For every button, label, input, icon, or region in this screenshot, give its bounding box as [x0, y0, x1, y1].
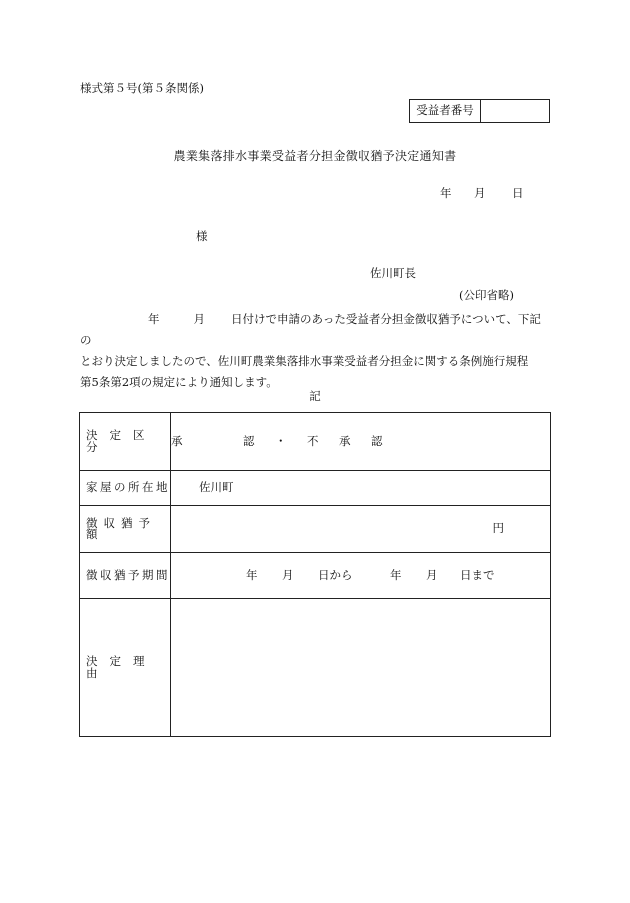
period-label: 徴収猶予期間	[80, 553, 171, 599]
ki-heading: 記	[309, 389, 321, 403]
table-row	[80, 553, 551, 599]
recipient-number-label: 受益者番号	[410, 100, 481, 123]
issue-date-month: 月	[474, 186, 486, 200]
issue-date-day: 日	[512, 186, 524, 200]
decision-label: 決定区分	[80, 413, 171, 471]
body-text-1: 日付けで申請のあった受益者分担金徴収猶予について、下記の	[80, 312, 541, 347]
period-end-year: 年	[390, 567, 402, 582]
form-number: 様式第５号(第５条関係)	[80, 81, 204, 95]
period-start-year: 年	[246, 567, 258, 582]
body-text-3: 第5条第2項の規定により通知します。	[80, 375, 278, 389]
decision-option-2[interactable]: 認	[243, 433, 255, 448]
decision-option-3[interactable]: 不	[307, 433, 319, 448]
decision-option-5[interactable]: 認	[371, 433, 383, 448]
seal-omitted-note: (公印省略)	[459, 288, 514, 302]
period-start-day: 日から	[318, 567, 353, 582]
notice-body	[80, 309, 550, 393]
amount-label: 徴収猶予額	[80, 506, 171, 553]
issue-date	[440, 188, 524, 200]
decision-option-1[interactable]: 承	[171, 433, 183, 448]
location-field[interactable]: 佐川町	[171, 471, 551, 506]
table-row	[80, 506, 551, 553]
body-text-2: とおり決定しましたので、佐川町農業集落排水事業受益者分担金に関する条例施行規程	[80, 354, 529, 368]
body-year: 年	[148, 312, 160, 326]
reason-field[interactable]	[171, 599, 551, 737]
recipient-number-box	[409, 99, 550, 123]
table-row	[80, 471, 551, 506]
issue-date-year: 年	[440, 186, 452, 200]
location-label: 家屋の所在地	[80, 471, 171, 506]
issuer-name: 佐川町長	[370, 266, 416, 280]
document-title: 農業集落排水事業受益者分担金徴収猶予決定通知書	[173, 149, 457, 163]
table-row	[80, 599, 551, 737]
period-start-month: 月	[282, 567, 294, 582]
decision-separator: ・	[275, 433, 287, 448]
amount-field[interactable]	[171, 506, 551, 553]
reason-label: 決定理由	[80, 599, 171, 737]
body-month: 月	[193, 312, 205, 326]
yen-unit: 円	[492, 521, 504, 536]
decision-option-4[interactable]: 承	[339, 433, 351, 448]
period-end-day: 日まで	[460, 567, 495, 582]
recipient-number-field[interactable]	[481, 100, 550, 123]
period-field[interactable]	[171, 553, 551, 599]
table-row	[80, 413, 551, 471]
addressee-suffix: 様	[196, 229, 208, 243]
period-end-month: 月	[426, 567, 438, 582]
decision-options	[171, 413, 551, 471]
decision-table	[79, 412, 551, 737]
